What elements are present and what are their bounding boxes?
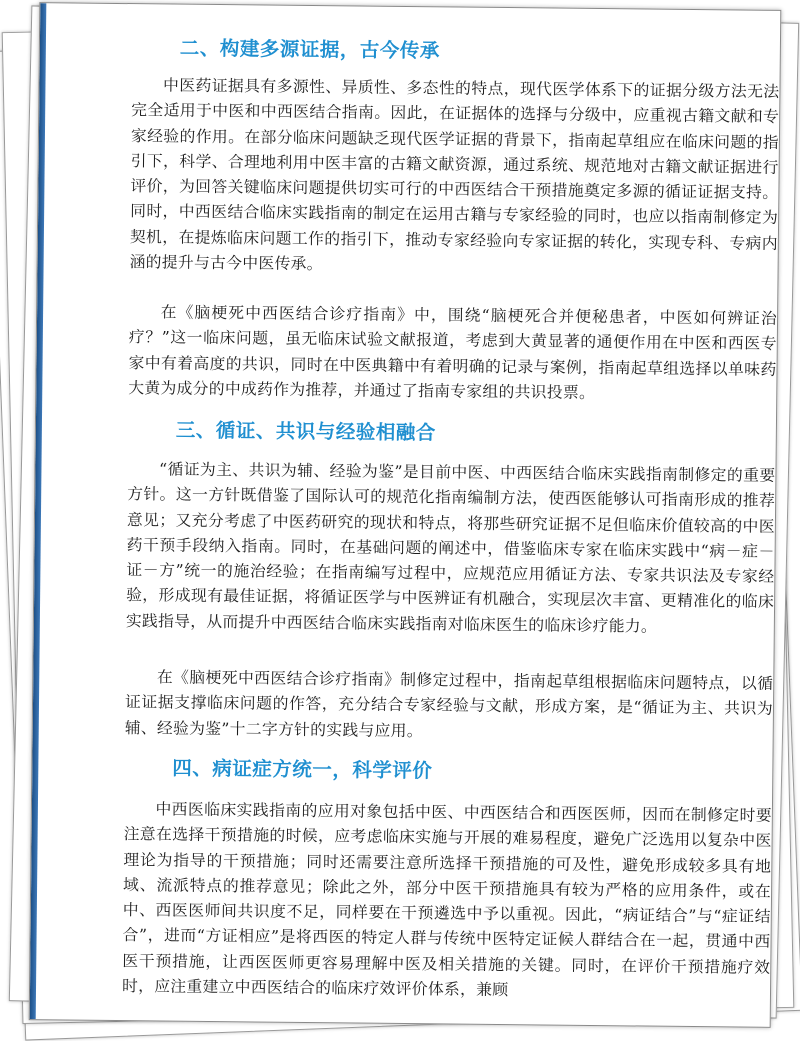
section-2-paragraph-1: 中医药证据具有多源性、异质性、多态性的特点，现代医学体系下的证据分级方法无法完全适用于中医和中西医结合指南。因此，在证据体的选择与分级中，应重视古籍文献和专家经验的作用。在部分临床问题缺乏现代医学证据的背景下，指南起草组应在临床问题的指引下，科学、合理地利用中医丰富的古籍文献资源，通过系统、规范地对古籍文献证据进行评价，为回答关键临床问题提供切实可行的中西医结合干预措施奠定多源的循证证据支持。同时，中西医结合临床实践指南的制定在运用古籍与专家经验的同时，也应以指南制修定为契机，在提炼临床问题工作的指引下，推动专家经验向专家证据的转化，实现专科、专病内涵的提升与古今中医传承。 — [129, 75, 780, 274]
document-page — [29, 2, 782, 1028]
section-4-paragraph-1: 中西医临床实践指南的应用对象包括中医、中西医结合和西医医师，因而在制修定时要注意在选择干预措施的时候，应考虑临床实施与开展的难易程度，避免广泛选用以复杂中医理论为指导的干预措施；同时还需要注意所选择干预措施的可及性，避免形成较多具有地域、流派特点的推荐意见；除此之外，部分中医干预措施具有较为严格的应用条件，或在中、西医医师间共识度不足，同样要在干预遴选中予以重视。因此，“病证结合”与“症证结合”，进而“方证相应”是将西医的特定人群与传统中医特定证候人群结合在一起，贯通中西医干预措施，让西医医师更容易理解中医及相关措施的关键。同时，在评价干预措施疗效时，应注重建立中西医结合的临床疗效评价体系，兼顾 — [121, 799, 772, 1000]
section-3-paragraph-2: 在《脑梗死中西医结合诊疗指南》制修定过程中，指南起草组根据临床问题特点，以循证证据支撑临床问题的作答，充分结合专家经验与文献，形成方案，是“循证为主、共识为辅、经验为鉴”十二字方针的实践与应用。 — [124, 667, 774, 740]
section-3-paragraph-1: “循证为主、共识为辅、经验为鉴”是目前中医、中西医结合临床实践指南制修定的重要方针。这一方针既借鉴了国际认可的规范化指南编制方法，使西医能够认可指南形成的推荐意见；又充分考虑了中医药研究的现状和特点，将那些研究证据不足但临床价值较高的中医药干预手段纳入指南。同时，在基础问题的阐述中，借鉴临床专家在临床实践中“病－症－证－方”统一的施治经验；在指南编写过程中，应规范应用循证方法、专家共识法及专家经验，形成现有最佳证据，将循证医学与中医辨证有机融合，实现层次丰富、更精准化的临床实践指导，从而提升中西医结合临床实践指南对临床医生的临床诊疗能力。 — [125, 459, 776, 636]
section-heading-3: 三、循证、共识与经验相融合 — [175, 418, 436, 445]
page-content — [121, 4, 780, 1000]
section-heading-4: 四、病证症方统一，科学评价 — [172, 756, 433, 783]
section-heading-2: 二、构建多源证据，古今传承 — [179, 36, 440, 63]
section-2-paragraph-2: 在《脑梗死中西医结合诊疗指南》中，围绕“脑梗死合并便秘患者，中医如何辨证治疗？”这一临床问题，虽无临床试验文献报道，考虑到大黄显著的通便作用在中医和西医专家中有着高度的共识，同时在中医典籍中有着明确的记录与案例，指南起草组选择以单味药大黄为成分的中成药作为推荐，并通过了指南专家组的共识投票。 — [128, 302, 778, 402]
